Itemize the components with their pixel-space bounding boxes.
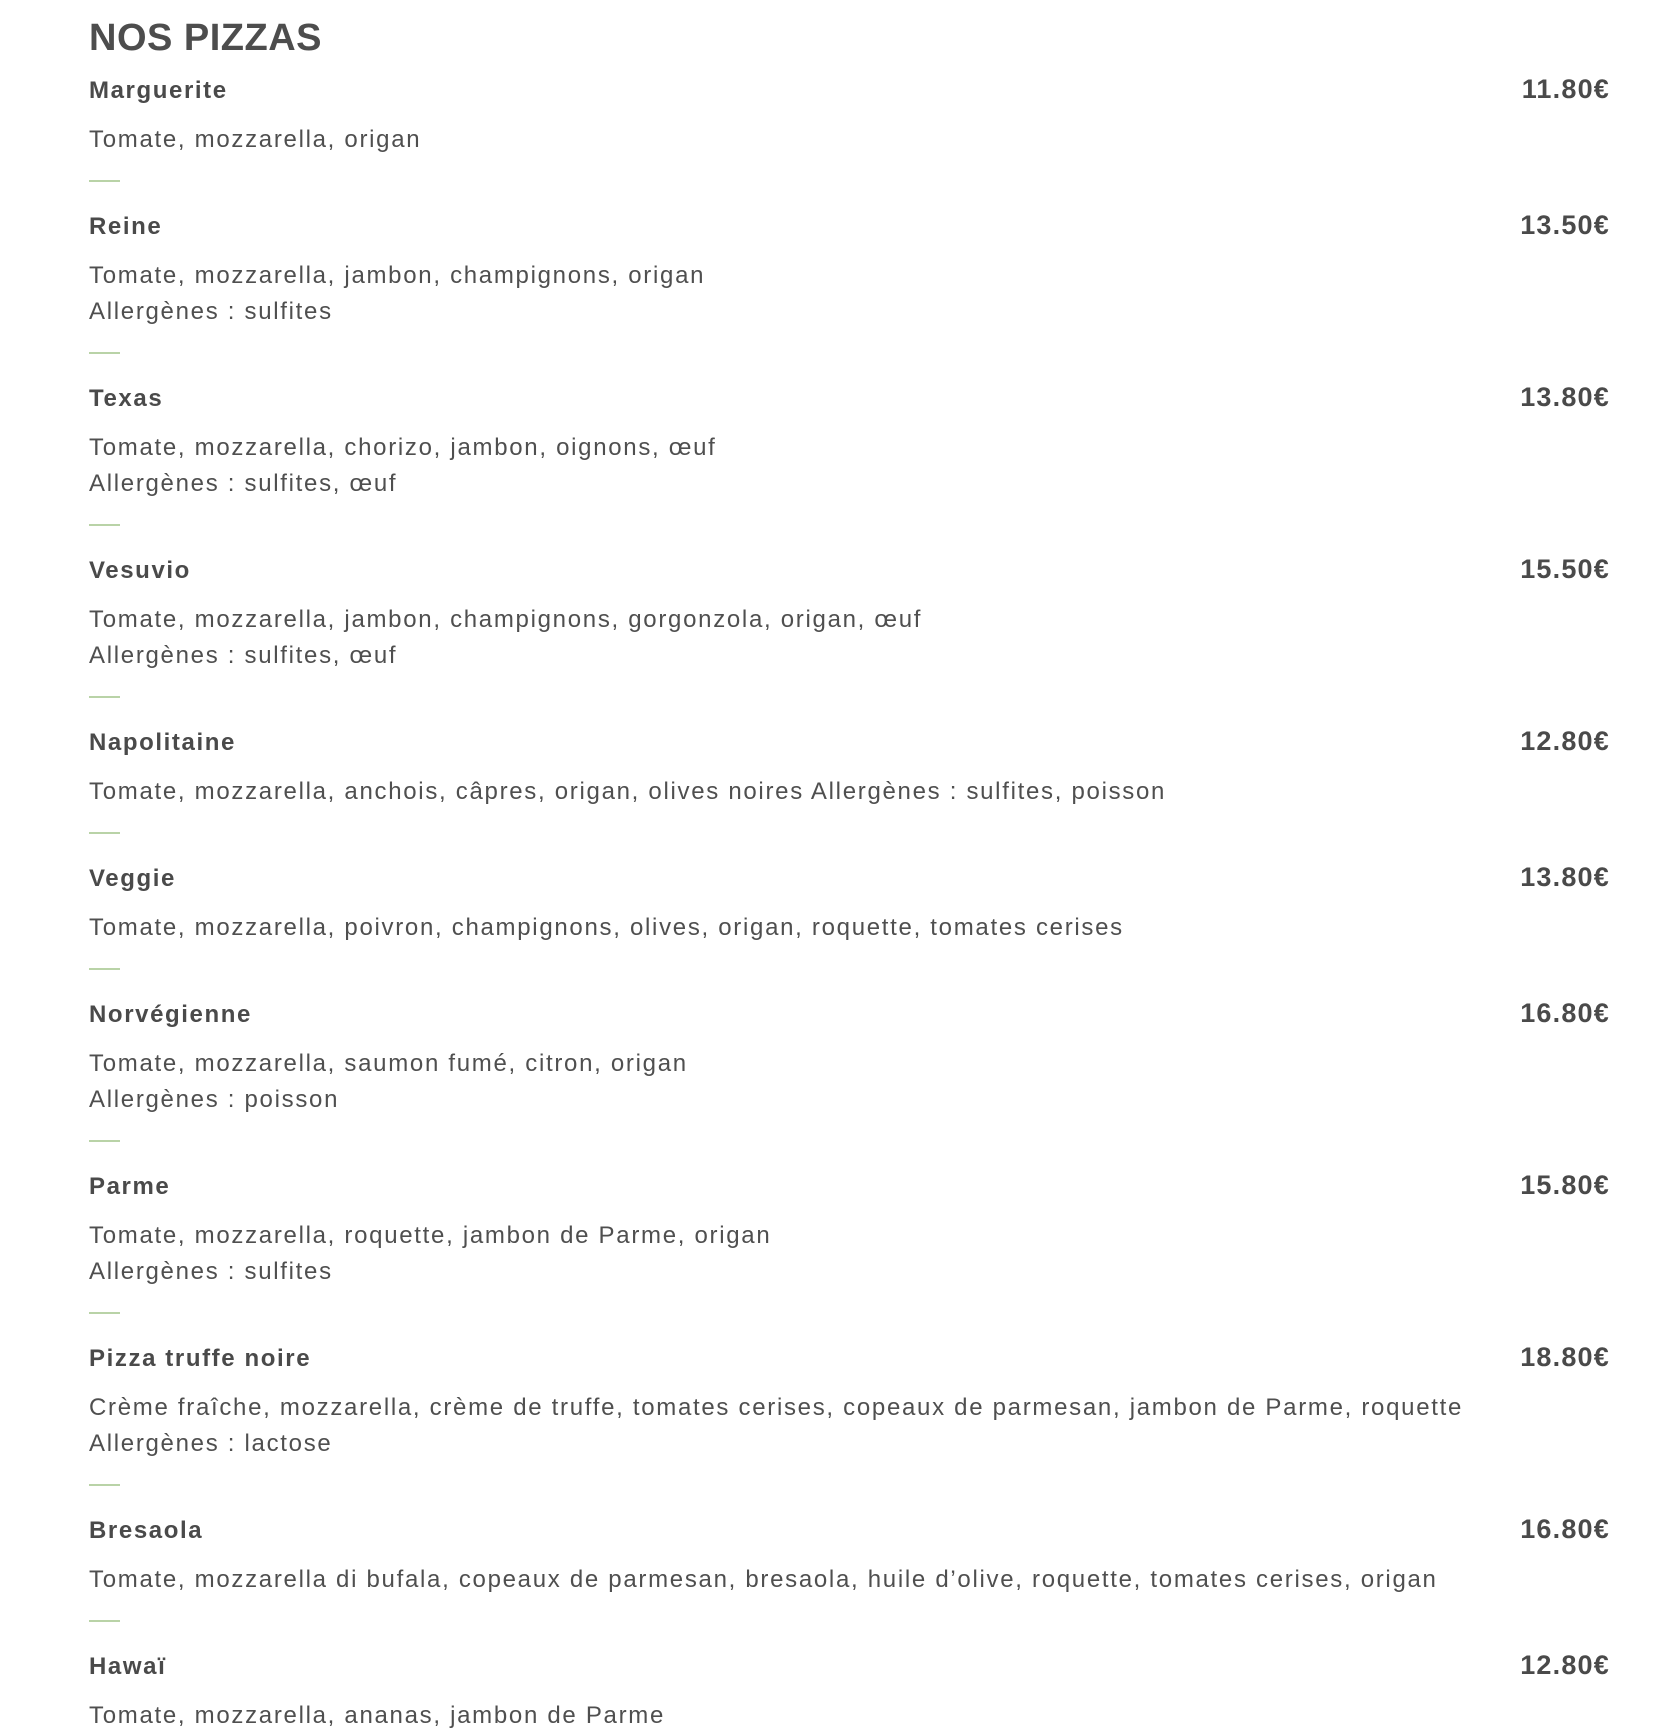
menu-item-ingredients: Tomate, mozzarella, saumon fumé, citron, origan	[89, 1050, 688, 1077]
menu-item-name: Pizza truffe noire	[89, 1345, 312, 1372]
menu-item	[89, 994, 1610, 1142]
menu-item-ingredients: Tomate, mozzarella di bufala, copeaux de parmesan, bresaola, huile d’olive, roquette, tomates cerises, origan	[89, 1566, 1438, 1593]
menu-item-price: 12.80€	[1520, 726, 1610, 756]
menu-item-allergens: Allergènes : lactose	[89, 1430, 333, 1457]
menu-item-price: 13.80€	[1520, 382, 1610, 412]
menu-item-separator	[89, 832, 120, 834]
menu-item-name: Veggie	[89, 865, 176, 892]
menu-item-price: 15.80€	[1520, 1170, 1610, 1200]
menu-item-description	[89, 1698, 1610, 1734]
menu-item-separator	[89, 180, 120, 182]
menu-item-ingredients: Tomate, mozzarella, jambon, champignons, origan	[89, 262, 706, 289]
menu-item	[89, 206, 1610, 354]
menu-item	[89, 1510, 1610, 1622]
menu-item-name: Norvégienne	[89, 1001, 252, 1028]
menu-item-name: Texas	[89, 385, 164, 412]
menu-item-header	[89, 722, 1610, 764]
menu-item	[89, 550, 1610, 698]
menu-item	[89, 1166, 1610, 1314]
menu-item-allergens: Allergènes : sulfites, œuf	[89, 470, 398, 497]
menu-item-separator	[89, 1620, 120, 1622]
menu-item-description	[89, 1218, 1610, 1290]
menu-title: NOS PIZZAS	[89, 17, 323, 59]
menu-item-separator	[89, 352, 120, 354]
menu-item	[89, 1338, 1610, 1486]
menu-item	[89, 1646, 1610, 1734]
menu-item-allergens: Allergènes : poisson	[89, 1086, 340, 1113]
menu-item-ingredients: Tomate, mozzarella, anchois, câpres, origan, olives noires Allergènes : sulfites, poisson	[89, 778, 1167, 805]
menu-item-allergens: Allergènes : sulfites	[89, 298, 333, 325]
menu-item-separator	[89, 696, 120, 698]
menu-item-price: 11.80€	[1521, 74, 1610, 104]
menu-item-header	[89, 1646, 1610, 1688]
menu-item-description	[89, 1562, 1610, 1598]
menu-item-header	[89, 70, 1610, 112]
menu-item-separator	[89, 1312, 120, 1314]
menu-items-list	[89, 70, 1610, 1734]
menu-item-description	[89, 1046, 1610, 1118]
menu-item-price: 16.80€	[1520, 998, 1610, 1028]
menu-item-description	[89, 430, 1610, 502]
menu-item-ingredients: Tomate, mozzarella, roquette, jambon de Parme, origan	[89, 1222, 772, 1249]
menu-item-ingredients: Tomate, mozzarella, jambon, champignons, gorgonzola, origan, œuf	[89, 606, 923, 633]
menu-item-separator	[89, 1140, 120, 1142]
menu-item-price: 12.80€	[1520, 1650, 1610, 1680]
menu-item-header	[89, 858, 1610, 900]
menu-item-header	[89, 550, 1610, 592]
menu-item-separator	[89, 968, 120, 970]
menu-item-name: Napolitaine	[89, 729, 236, 756]
menu-item-ingredients: Tomate, mozzarella, poivron, champignons, olives, origan, roquette, tomates cerises	[89, 914, 1124, 941]
menu-item-header	[89, 378, 1610, 420]
menu-item-ingredients: Tomate, mozzarella, ananas, jambon de Parme	[89, 1702, 666, 1729]
menu-item-separator	[89, 524, 120, 526]
menu-item-name: Reine	[89, 213, 163, 240]
menu-item-description	[89, 602, 1610, 674]
menu-item-separator	[89, 1484, 120, 1486]
menu-item-description	[89, 258, 1610, 330]
menu-item-price: 13.50€	[1520, 210, 1610, 240]
menu-item-price: 15.50€	[1520, 554, 1610, 584]
menu-item-name: Bresaola	[89, 1517, 204, 1544]
menu-item-header	[89, 994, 1610, 1036]
menu-item-allergens: Allergènes : sulfites	[89, 1258, 333, 1285]
menu-item-header	[89, 1166, 1610, 1208]
menu-item-description	[89, 122, 1610, 158]
menu-item-price: 13.80€	[1520, 862, 1610, 892]
menu-item-name: Vesuvio	[89, 557, 191, 584]
menu-item-ingredients: Crème fraîche, mozzarella, crème de truffe, tomates cerises, copeaux de parmesan, jambon de Parme, roquette	[89, 1394, 1464, 1421]
pizza-menu	[89, 14, 1610, 1734]
menu-item-name: Hawaï	[89, 1653, 167, 1680]
menu-item-allergens: Allergènes : sulfites, œuf	[89, 642, 398, 669]
menu-item-name: Marguerite	[89, 77, 228, 104]
menu-item	[89, 70, 1610, 182]
menu-item-header	[89, 206, 1610, 248]
menu-item-price: 18.80€	[1520, 1342, 1610, 1372]
menu-item-ingredients: Tomate, mozzarella, origan	[89, 126, 422, 153]
menu-item	[89, 378, 1610, 526]
menu-item-description	[89, 774, 1610, 810]
menu-item-name: Parme	[89, 1173, 171, 1200]
menu-item	[89, 722, 1610, 834]
menu-item-ingredients: Tomate, mozzarella, chorizo, jambon, oignons, œuf	[89, 434, 717, 461]
menu-item-price: 16.80€	[1520, 1514, 1610, 1544]
menu-item-description	[89, 1390, 1610, 1462]
menu-item-description	[89, 910, 1610, 946]
menu-item-header	[89, 1510, 1610, 1552]
menu-item-header	[89, 1338, 1610, 1380]
menu-item	[89, 858, 1610, 970]
